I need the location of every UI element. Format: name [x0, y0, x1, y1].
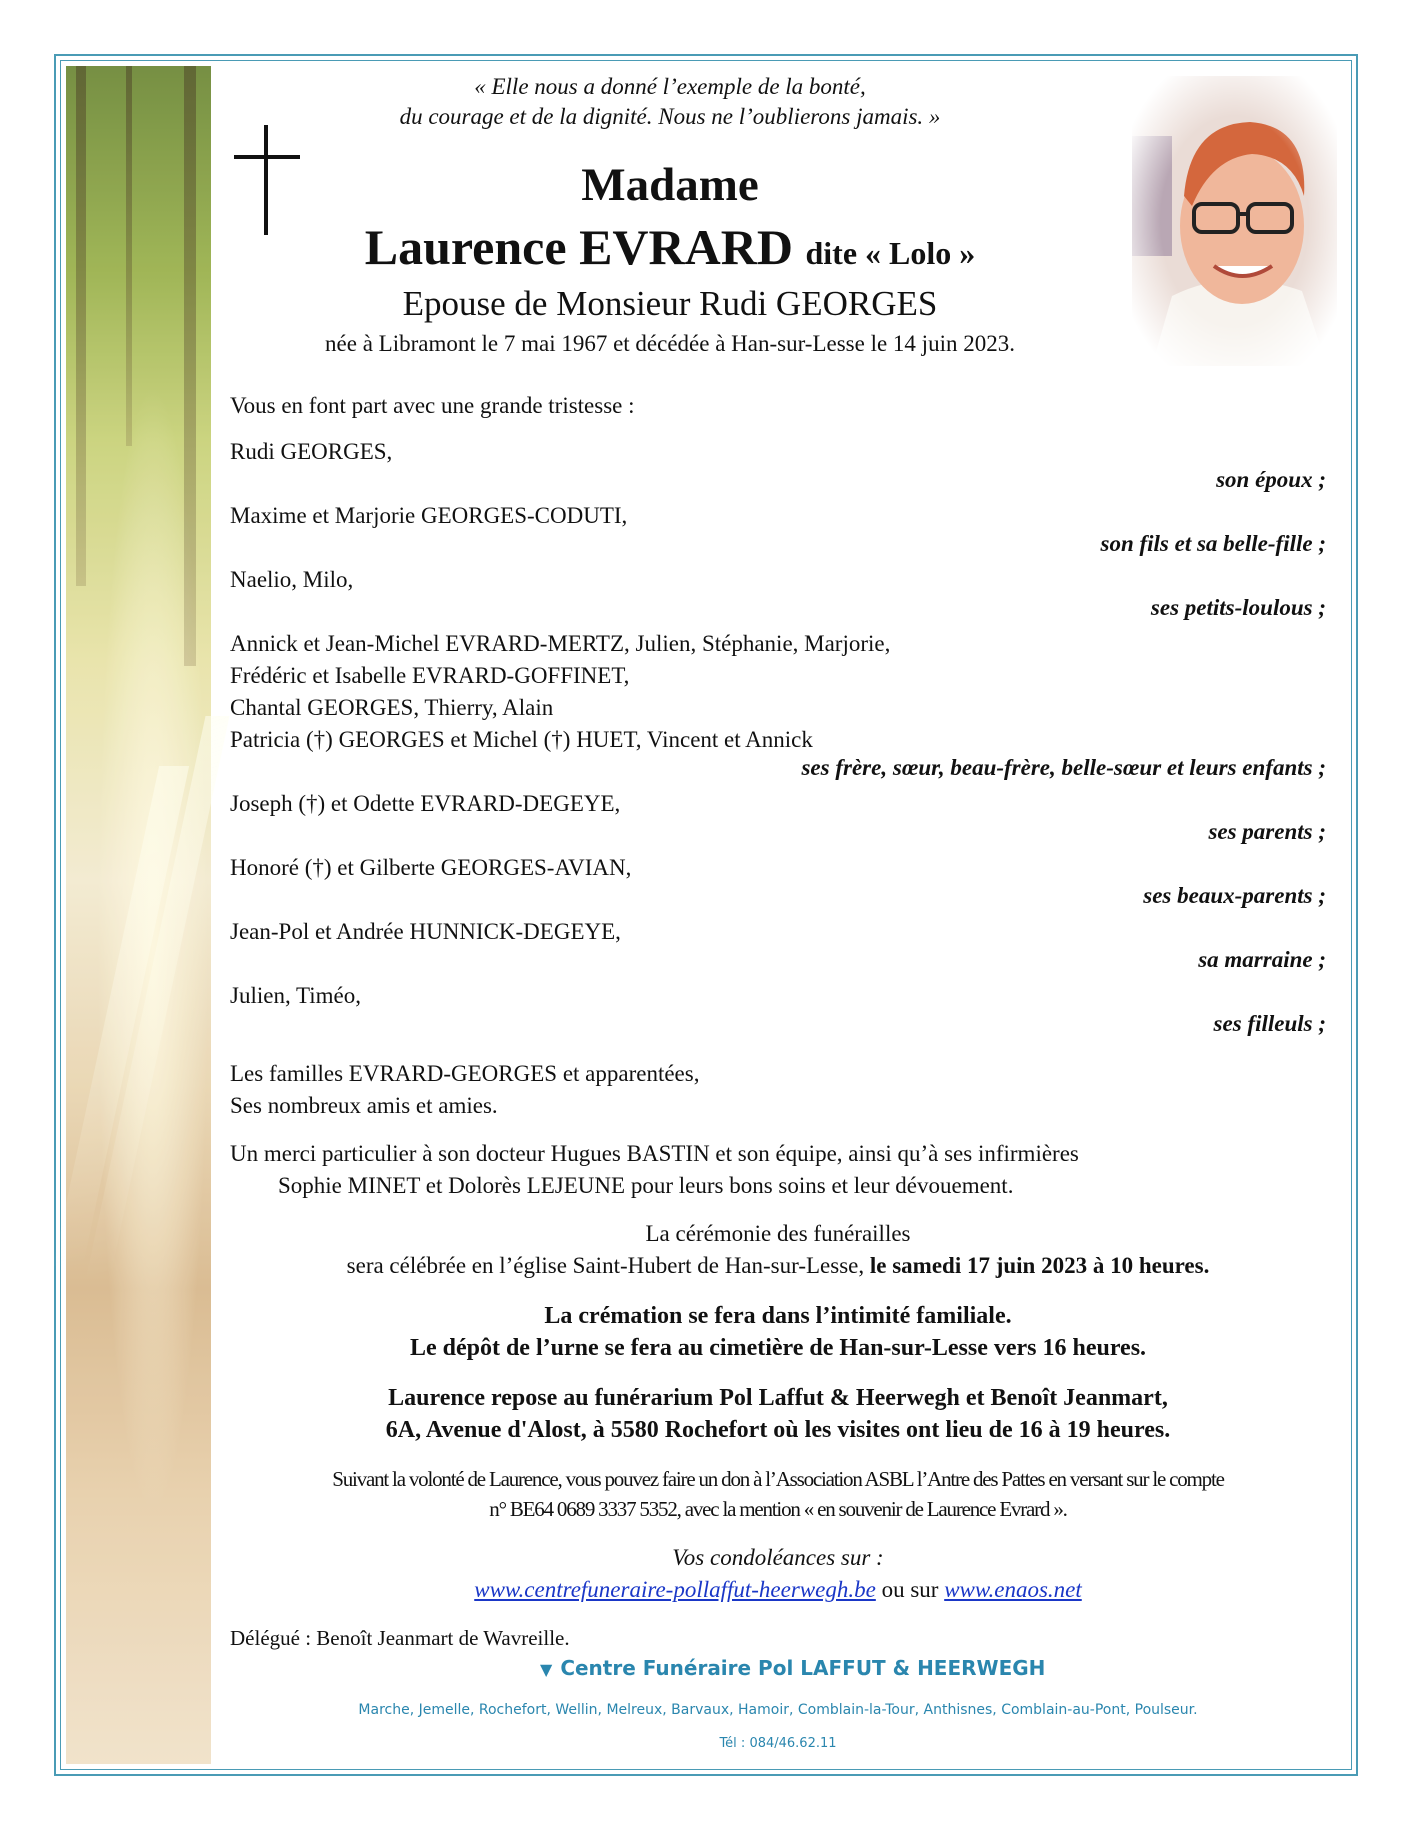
ceremony-place: sera célébrée en l’église Saint-Hubert de Han-sur-Lesse, — [346, 1253, 865, 1278]
family-member-line: Jean-Pol et Andrée HUNNICK-DEGEYE, — [230, 919, 621, 944]
honorific-title: Madame — [581, 159, 759, 211]
family-member-line: Naelio, Milo, — [230, 567, 354, 592]
phone-number: Tél : 084/46.62.11 — [719, 1736, 837, 1751]
intro-text: Vous en font part avec une grande tristesse : — [230, 393, 635, 418]
family-member-line: Frédéric et Isabelle EVRARD-GOFFINET, — [230, 663, 630, 688]
family-member-line: Rudi GEORGES, — [230, 439, 393, 464]
condolences-links — [230, 1574, 1326, 1606]
deceased-name-line — [250, 218, 1090, 282]
ceremony-line-1: La cérémonie des funérailles — [645, 1221, 911, 1246]
condolences-label: Vos condoléances sur : — [672, 1545, 884, 1570]
service-towns: Marche, Jemelle, Rochefort, Wellin, Melreux, Barvaux, Hamoir, Comblain-la-Tour, Anthisnes, Comblain-au-Pont, Poulseur. — [358, 1702, 1198, 1718]
funeral-center-link[interactable]: www.centrefuneraire-pollaffut-heerwegh.be — [474, 1577, 876, 1602]
forest-path-image — [66, 66, 211, 1764]
company-name: Centre Funéraire Pol LAFFUT & HEERWEGH — [560, 1656, 1046, 1680]
delegate-text: Délégué : Benoît Jeanmart de Wavreille. — [230, 1626, 570, 1650]
family-relation: ses petits-loulous ; — [1150, 595, 1326, 620]
family-member-line: Chantal GEORGES, Thierry, Alain — [230, 695, 554, 720]
spouse-line: Epouse de Monsieur Rudi GEORGES — [402, 284, 938, 323]
family-relation: ses frère, sœur, beau-frère, belle-sœur et leurs enfants ; — [801, 755, 1326, 780]
ceremony-line-2 — [230, 1250, 1326, 1282]
funeral-center-name — [540, 1656, 1045, 1680]
thanks-line-1: Un merci particulier à son docteur Hugues BASTIN et son équipe, ainsi qu’à ses infirmières — [230, 1141, 1079, 1166]
cremation-line-2: Le dépôt de l’urne se fera au cimetière de Han-sur-Lesse vers 16 heures. — [409, 1335, 1147, 1361]
thanks-line-2: Sophie MINET et Dolorès LEJEUNE pour leurs bons soins et leur dévouement. — [278, 1173, 1014, 1198]
repose-line-2: 6A, Avenue d'Alost, à 5580 Rochefort où les visites ont lieu de 16 à 19 heures. — [385, 1417, 1171, 1443]
family-member-line: Julien, Timéo, — [230, 983, 362, 1008]
family-relation: sa marraine ; — [1198, 947, 1326, 972]
ceremony-date: le samedi 17 juin 2023 à 10 heures. — [869, 1253, 1210, 1278]
enaos-link[interactable]: www.enaos.net — [944, 1577, 1082, 1602]
quote-line-2: du courage et de la dignité. Nous ne l’oublierons jamais. » — [399, 104, 941, 129]
families-line-2: Ses nombreux amis et amies. — [230, 1093, 498, 1118]
families-line-1: Les familles EVRARD-GEORGES et apparentées, — [230, 1061, 700, 1086]
memorial-quote — [250, 72, 1090, 132]
family-relation: ses filleuls ; — [1213, 1011, 1326, 1036]
family-member-line: Honoré (†) et Gilberte GEORGES-AVIAN, — [230, 855, 632, 880]
quote-line-1: « Elle nous a donné l’exemple de la bonté, — [474, 74, 866, 99]
condolences-joiner: ou sur — [875, 1577, 939, 1602]
cremation-line-1: La crémation se fera dans l’intimité familiale. — [544, 1303, 1012, 1329]
family-member-line: Annick et Jean-Michel EVRARD-MERTZ, Julien, Stéphanie, Marjorie, — [230, 631, 891, 656]
family-member-line: Joseph (†) et Odette EVRARD-DEGEYE, — [230, 791, 621, 816]
nickname: dite « Lolo » — [805, 235, 976, 271]
donation-line-1: Suivant la volonté de Laurence, vous pouvez faire un don à l’Association ASBL l’Antre des Pattes en versant sur le compte — [332, 1467, 1224, 1491]
family-relation: ses parents ; — [1208, 819, 1326, 844]
deceased-name: Laurence EVRARD — [364, 219, 793, 275]
family-relation: ses beaux-parents ; — [1143, 883, 1326, 908]
repose-line-1: Laurence repose au funérarium Pol Laffut & Heerwegh et Benoît Jeanmart, — [388, 1385, 1168, 1411]
donation-line-2: n° BE64 0689 3337 5352, avec la mention « en souvenir de Laurence Evrard ». — [489, 1497, 1067, 1521]
family-member-line: Patricia (†) GEORGES et Michel (†) HUET, Vincent et Annick — [230, 727, 813, 752]
family-relation: son fils et sa belle-fille ; — [1100, 531, 1326, 556]
family-member-line: Maxime et Marjorie GEORGES-CODUTI, — [230, 503, 628, 528]
birth-death-dates: née à Libramont le 7 mai 1967 et décédée à Han-sur-Lesse le 14 juin 2023. — [325, 331, 1015, 356]
triangle-down-icon: ▼ — [540, 1660, 553, 1679]
family-relation: son époux ; — [1216, 467, 1326, 492]
portrait-photo — [1132, 76, 1337, 366]
